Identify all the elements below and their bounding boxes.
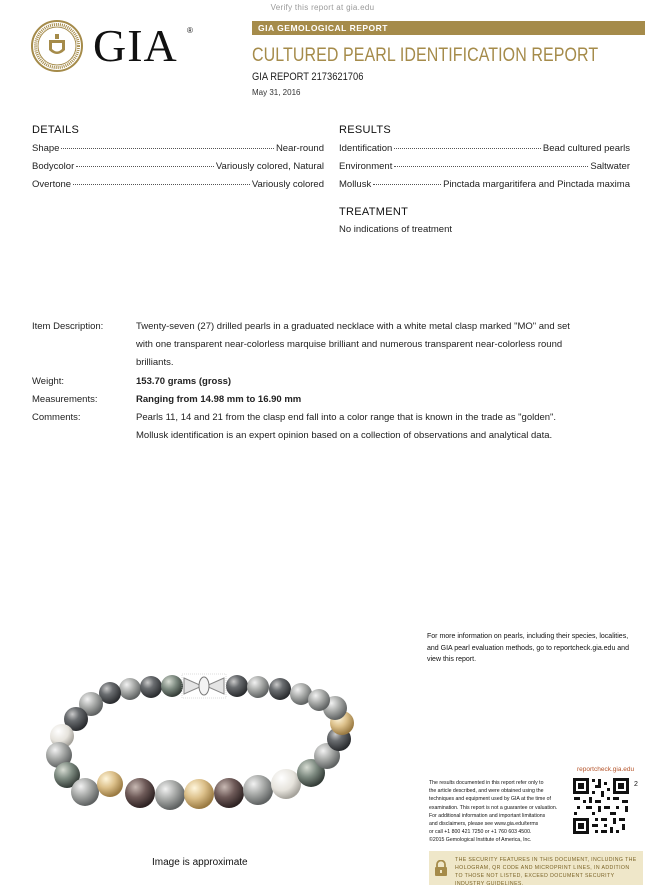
disclaimer-line: or call +1 800 421 7250 or +1 760 603 4500. [429,829,532,836]
comments-label: Comments: [32,412,81,423]
registered-mark: ® [187,26,193,35]
gia-seal-icon [31,20,83,72]
item-description-label: Item Description: [32,321,104,332]
pearl [71,778,99,806]
pearl [140,676,162,698]
report-banner: GIA GEMOLOGICAL REPORT [252,21,645,35]
more-info-line: and GIA pearl evaluation methods, go to reportcheck.gia.edu and [427,644,629,652]
pearl [308,689,330,711]
results-label: Identification [339,143,393,154]
results-value: Saltwater [590,161,630,172]
weight-label: Weight: [32,376,65,387]
lock-icon [434,860,448,876]
disclaimer-line: and disclaimers, please see www.gia.edu/terms [429,821,539,828]
more-info-line: view this report. [427,656,477,663]
disclaimer-line: the article described, and were obtained using the [429,788,544,795]
pearl [243,775,273,805]
pearl [184,779,214,809]
details-value: Variously colored, Natural [215,161,324,172]
details-row [32,143,324,154]
pearl [226,675,248,697]
pearl [214,778,244,808]
results-row [339,179,630,190]
weight-value: 153.70 grams (gross) [136,376,232,387]
treatment-heading: TREATMENT [339,206,409,218]
disclaimer-line: ©2015 Gemological Institute of America, Inc. [429,837,532,844]
pearl [271,769,301,799]
verify-link[interactable]: Verify this report at gia.edu [270,3,375,12]
results-heading: RESULTS [339,124,392,136]
details-heading: DETAILS [32,124,80,136]
results-label: Mollusk [339,179,372,190]
qr-code-icon[interactable] [571,776,631,836]
results-value: Pinctada margaritifera and Pinctada maxima [443,179,630,190]
disclaimer-line: examination. This report is not a guarantee or valuation. [429,804,558,811]
pearl [125,778,155,808]
pearl [247,676,269,698]
comments [136,409,626,445]
more-info-text [427,631,637,666]
pearl [161,675,183,697]
details-row [32,179,324,190]
security-text: THE SECURITY FEATURES IN THIS DOCUMENT, INCLUDING THE HOLOGRAM, QR CODE AND MICROPRINT LINES, IN ADDITION TO THOSE NOT LISTED, EXCEED DOCUMENT SECURITY INDUSTRY GUIDELINES. [455,857,637,887]
more-info-line: For more information on pearls, including their species, localities, [427,633,629,640]
item-description-line: Twenty-seven (27) drilled pearls in a graduated necklace with a white metal clasp marked "MO" and set [136,321,570,332]
disclaimer-line: The results documented in this report refer only to [429,780,544,786]
security-band [429,851,643,885]
treatment-text: No indications of treatment [339,224,453,235]
pearl [97,771,123,797]
results-label: Environment [339,161,393,172]
results-row [339,161,630,172]
results-value: Bead cultured pearls [542,143,630,154]
pearl [269,678,291,700]
item-description-line: brilliants. [136,357,174,368]
details-label: Overtone [32,179,72,190]
details-value: Near-round [275,143,324,154]
disclaimer-text [429,779,569,845]
measurements-label: Measurements: [32,394,98,405]
comments-line: Mollusk identification is an expert opinion based on a collection of observations and analytical data. [136,430,553,441]
report-number: GIA REPORT 2173621706 [252,71,364,83]
pearl [119,678,141,700]
disclaimer-line: For additional information and important limitations [429,812,546,819]
report-title: CULTURED PEARL IDENTIFICATION REPORT [252,44,599,66]
results-row [339,143,630,154]
details-label: Bodycolor [32,161,75,172]
disclaimer-line: techniques and equipment used by GIA at the time of [429,796,551,803]
qr-label[interactable]: reportcheck.gia.edu [577,766,635,773]
pearl-necklace-image [36,660,366,820]
item-description-line: with one transparent near-colorless marquise brilliant and numerous transparent near-colorless round [136,339,563,350]
details-row [32,161,324,172]
report-date: May 31, 2016 [252,88,301,97]
details-value: Variously colored [251,179,324,190]
item-description [136,318,626,372]
page-number: 2 [634,781,638,788]
clasp [182,674,226,698]
pearl [155,780,185,810]
gia-logo-text: GIA [93,20,178,71]
comments-line: Pearls 11, 14 and 21 from the clasp end fall into a color range that is known in the trade as "golden". [136,412,557,423]
image-caption: Image is approximate [152,857,248,868]
details-label: Shape [32,143,60,154]
measurements-value: Ranging from 14.98 mm to 16.90 mm [136,394,302,405]
